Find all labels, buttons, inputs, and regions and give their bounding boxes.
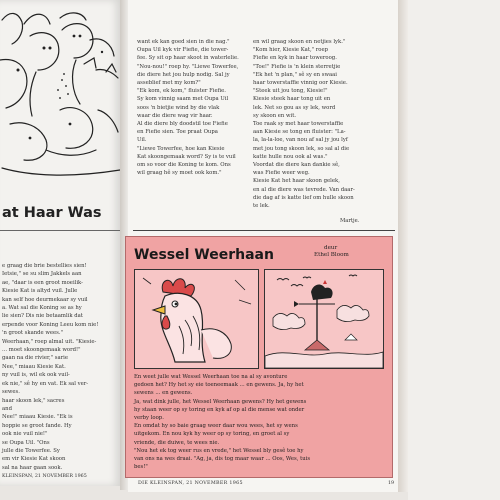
byline-author: Ethel Bloom (314, 252, 349, 258)
story-text-line: uitgekom. En nou kyk hy weer op sy toring, en groet al sy (134, 431, 290, 438)
column-a-line: Uil. (137, 137, 147, 144)
column-b-line: die dag af is katte lief om hulle skoon (253, 194, 354, 201)
column-b-line: Kiesie steek haar tong uit en (253, 96, 331, 103)
column-b-line: met jou tong skoon lek, so sal al die (253, 145, 350, 152)
page-edge (398, 0, 408, 492)
left-text-line: 'n groot skande wees." (2, 330, 64, 337)
column-a-line: Oupa Uil kyk vir Fiefie, die tower- (137, 47, 229, 54)
left-story-text (2, 262, 120, 472)
column-a-line: Kat skoongemaak word? Sy is te vuil (137, 153, 236, 160)
weathervane-illustration (265, 270, 383, 368)
left-text-line: ... moet skoongemaak word!" (2, 347, 81, 354)
left-text-line: a. Wat sal die Koning se as hy (2, 305, 82, 312)
column-a-line: "Liewe Towerfee, hoe kan Kiesie (137, 145, 225, 152)
story-text-line: vriende, die duiwe, te wees nie. (134, 439, 220, 446)
column-a-line: en Fiefie sien. Toe praat Oupa (137, 129, 218, 136)
column-a-line: om so voor die Koning te kom. Ons (137, 162, 231, 169)
left-text-line: erpende voor Koning Leeu kom nie! (2, 321, 99, 328)
animals-illustration (0, 0, 122, 185)
left-text-line: and (2, 405, 12, 412)
story-text-line: hy staan weer op sy toring en kyk af op al die mense wat onder (134, 406, 305, 413)
story-text-line: En omdat hy so baie graag weer daar wou wees, het sy wens (134, 423, 298, 430)
column-a-line: fee. Sy sit op haar skoot in waterlelie. (137, 55, 239, 62)
wessel-story-box (125, 236, 393, 478)
column-b-line: "Steek uit jou tong, Kiesie!" (253, 88, 328, 95)
column-a-line: waar die diere wag vir haar. (137, 112, 213, 119)
page-number: 19 (388, 481, 395, 486)
story-byline (314, 245, 349, 259)
column-a-line: want ek kan goed sien in die nag." (137, 39, 230, 45)
left-text-line: e graag die brie bestellies sien! (2, 263, 87, 269)
column-b-line: en al die diere was tevrede. Van daar- (253, 186, 355, 193)
column-a-line: die diere het jou hulp nodig. Sal jy (137, 71, 230, 78)
left-text-line: ek nie," sê hy en vat. Ek sal ver- (2, 380, 89, 387)
column-a-line: soos 'n bietjie wind by die vlak (137, 104, 220, 111)
story-text-line: van ons na wes draai. "Ag, ja, dis tog maar waar ... Oos, Wes, tuis (134, 456, 311, 463)
column-a-line: "Ek kom, ek kom," fluister Fiefie. (137, 88, 226, 95)
column-b-line: aan Kiesie se tong en fluister: "La- (253, 129, 346, 136)
left-page (0, 0, 122, 486)
byline-label: deur (324, 245, 338, 251)
left-page-footer: KLEINSPAN, 21 NOVEMBER 1965 (2, 474, 87, 479)
column-b-line: was Fiefie weer weg. (253, 170, 310, 177)
left-text-line: sal na haar gaan sook. (2, 464, 63, 471)
left-story-heading: at Haar Was (2, 205, 102, 221)
table-surface (408, 0, 500, 500)
rooster-illustration (135, 270, 258, 368)
column-b-line: Fiefie en kyk in haar toweroog. (253, 55, 337, 62)
left-text-line: se Oupa Uil. "Ons (2, 439, 50, 446)
column-b-line: katte hulle nou ook al was." (253, 153, 328, 160)
column-b-line: lek. Net so gou as sy lek, word (253, 104, 336, 111)
column-b-line: "Kom hier, Kiesie Kat," roep (253, 47, 329, 54)
column-a-line: Sy kom vinnig saam met Oupa Uil (137, 96, 229, 103)
left-text-line: ny vuil is, wil ek ook vuil- (2, 372, 70, 379)
column-b-line: haar towerstaffie vinnig oor Kiesie. (253, 80, 348, 87)
rooster-panel (134, 269, 259, 369)
column-b-line: en wil graag skoon en netjies lyk." (253, 39, 346, 45)
story-text-line: Ja, wat dink julle, het Wessel Weerhaan gewens? Hy het gewens (134, 398, 307, 405)
right-column-b (253, 38, 393, 210)
left-text-line: ae, "daar is een groot moeilik- (2, 279, 83, 286)
column-a-line: asseblief met my kom?" (137, 80, 201, 87)
weathervane-panel (264, 269, 384, 369)
column-b-line: "Toe!" Fiefie is 'n klein sterretjie (253, 63, 341, 70)
left-text-line: Weerhaan," roep almal uit. "Kiesie- (2, 338, 97, 345)
left-text-line: Nee!" miaau Kiesie. "Ek is (2, 414, 73, 421)
left-text-line: em vir Kiesie Kat skoon (2, 456, 66, 463)
left-text-line: ook nie vuil nie!" (2, 431, 48, 438)
column-b-line: sy skoon en wit. (253, 112, 297, 119)
story-text-line: bes!" (134, 464, 148, 471)
column-b-line: Voordat die diere kan dankie sê, (253, 162, 340, 169)
left-text-line: lie sien? Dis nie betaamlik dat (2, 313, 83, 320)
story-divider (133, 230, 395, 231)
story-title: Wessel Weerhaan (134, 247, 274, 263)
left-text-line: sewes. (2, 389, 20, 396)
story-text-line: sewens ... en gewens. (134, 390, 193, 397)
wessel-story-text (134, 373, 384, 473)
left-text-line: Ietsie," se su slim Jakkels aan (2, 271, 82, 278)
column-a-line: "Nou-nou!" roep hy. "Liewe Towerfee, (137, 63, 239, 70)
column-b-line: la, la-la-loe, van nou af sal jy jou lyf (253, 137, 348, 144)
story-text-line: En weet julle wat Wessel Weerhaan toe na al sy avonture (134, 374, 288, 380)
left-text-line: gaan na die rivier," sarie (2, 355, 68, 362)
left-text-line: kan self hoe deurmekaar sy vuil (2, 296, 88, 303)
left-divider (0, 230, 120, 231)
page-footer-title: DIE KLEINSPAN, 21 NOVEMBER 1965 (138, 481, 243, 486)
right-column-a (137, 38, 247, 177)
story-text-line: gedoen het? Hy het sy eie toeneemaak ... en gewens. Ja, hy het (134, 382, 304, 389)
column-a-line: Al die diere bly doodstil toe Fiefie (137, 121, 228, 128)
left-text-line: Nee," miaau Kiesie Kat. (2, 363, 66, 370)
column-a-line: wil graag hê sy moet ook kom." (137, 170, 222, 177)
story-text-line: verby loop. (134, 415, 164, 422)
story-signature: Martje. (340, 218, 360, 224)
left-text-line: julle die Towerfee. Sy (2, 447, 60, 454)
left-text-line: hoppie se groot fande. Hy (2, 422, 72, 429)
column-b-line: Kiesie Kat het haar skoon gelek, (253, 178, 340, 185)
left-text-line: Kiesie Kat is altyd vuil. Julle (2, 288, 78, 295)
story-text-line: "Nou het ek tog weer rus en vrede," het Wessel bly gesê toe hy (134, 447, 304, 454)
column-b-line: Toe raak sy met haar towerstaffie (253, 121, 344, 128)
left-text-line: haar skoon lek," sacres (2, 397, 65, 404)
column-b-line: "Ek het 'n plan," sê sy en swaai (253, 71, 337, 78)
column-b-line: te lek. (253, 203, 270, 210)
